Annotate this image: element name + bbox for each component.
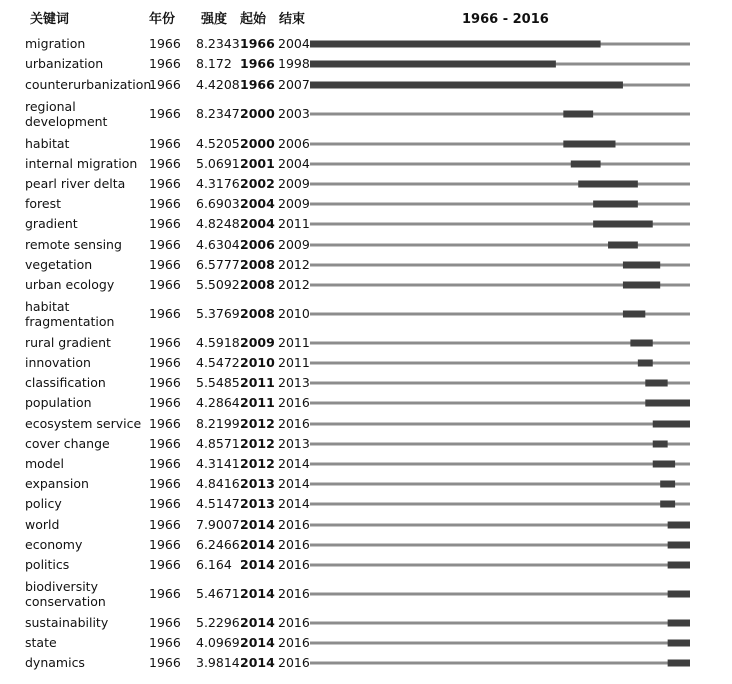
year-value: 1966: [149, 196, 181, 211]
end-value: 2016: [278, 615, 310, 630]
header-strength: 强度: [201, 12, 228, 27]
burst-bar: [310, 61, 556, 68]
burst-bar: [668, 542, 690, 549]
begin-value: 2013: [240, 496, 275, 511]
begin-value: 2013: [240, 476, 275, 491]
burst-bar: [563, 111, 593, 118]
header-begin: 起始: [240, 12, 267, 27]
burst-bar: [571, 161, 601, 168]
strength-value: 4.8248: [196, 216, 240, 231]
end-value: 2004: [278, 36, 310, 51]
begin-value: 1966: [240, 77, 275, 92]
year-value: 1966: [149, 456, 181, 471]
year-value: 1966: [149, 416, 181, 431]
keyword-label: urbanization: [25, 56, 104, 71]
end-value: 2016: [278, 586, 310, 601]
begin-value: 2012: [240, 416, 275, 431]
strength-value: 5.3769: [196, 306, 240, 321]
strength-value: 8.2343: [196, 36, 240, 51]
keyword-label: habitat fragmentation: [25, 299, 115, 329]
begin-value: 2014: [240, 557, 275, 572]
begin-value: 2011: [240, 395, 275, 410]
chart-title: 1966 - 2016: [462, 12, 549, 27]
begin-value: 2014: [240, 655, 275, 670]
strength-value: 6.164: [196, 557, 232, 572]
year-value: 1966: [149, 586, 181, 601]
year-value: 1966: [149, 635, 181, 650]
burst-bar: [630, 340, 652, 347]
strength-value: 5.0691: [196, 156, 240, 171]
strength-value: 6.5777: [196, 257, 240, 272]
keyword-label: forest: [25, 196, 62, 211]
begin-value: 2008: [240, 257, 275, 272]
keyword-label: gradient: [25, 216, 78, 231]
burst-bar: [653, 441, 668, 448]
year-value: 1966: [149, 335, 181, 350]
keyword-label: state: [25, 635, 57, 650]
strength-value: 5.5485: [196, 375, 240, 390]
year-value: 1966: [149, 257, 181, 272]
end-value: 1998: [278, 56, 310, 71]
end-value: 2009: [278, 176, 310, 191]
keyword-label: migration: [25, 36, 86, 51]
header-keyword: 关键词: [30, 12, 70, 27]
end-value: 2009: [278, 237, 310, 252]
burst-bar: [623, 311, 645, 318]
strength-value: 3.9814: [196, 655, 240, 670]
year-value: 1966: [149, 395, 181, 410]
burst-bar: [660, 501, 675, 508]
end-value: 2003: [278, 106, 310, 121]
year-value: 1966: [149, 375, 181, 390]
end-value: 2006: [278, 136, 310, 151]
strength-value: 4.0969: [196, 635, 240, 650]
burst-bar: [310, 41, 601, 48]
strength-value: 4.8416: [196, 476, 240, 491]
begin-value: 2014: [240, 586, 275, 601]
strength-value: 4.6304: [196, 237, 240, 252]
year-value: 1966: [149, 237, 181, 252]
end-value: 2014: [278, 456, 310, 471]
keyword-label: economy: [25, 537, 83, 552]
begin-value: 2012: [240, 456, 275, 471]
keyword-label: model: [25, 456, 64, 471]
burst-bar: [668, 660, 690, 667]
end-value: 2016: [278, 537, 310, 552]
burst-bar: [668, 591, 690, 598]
begin-value: 2000: [240, 136, 275, 151]
year-value: 1966: [149, 156, 181, 171]
keyword-label: innovation: [25, 355, 91, 370]
strength-value: 4.5205: [196, 136, 240, 151]
begin-value: 2014: [240, 635, 275, 650]
end-value: 2016: [278, 517, 310, 532]
burst-bar: [668, 620, 690, 627]
end-value: 2016: [278, 416, 310, 431]
year-value: 1966: [149, 277, 181, 292]
strength-value: 4.2864: [196, 395, 240, 410]
year-value: 1966: [149, 537, 181, 552]
burst-bar: [593, 201, 638, 208]
year-value: 1966: [149, 655, 181, 670]
burst-bar: [638, 360, 653, 367]
strength-value: 8.172: [196, 56, 232, 71]
strength-value: 4.5918: [196, 335, 240, 350]
strength-value: 4.5472: [196, 355, 240, 370]
end-value: 2007: [278, 77, 310, 92]
begin-value: 2001: [240, 156, 275, 171]
end-value: 2004: [278, 156, 310, 171]
strength-value: 4.4208: [196, 77, 240, 92]
year-value: 1966: [149, 476, 181, 491]
keyword-label: counterurbanization: [25, 77, 152, 92]
begin-value: 2002: [240, 176, 275, 191]
begin-value: 2008: [240, 306, 275, 321]
year-value: 1966: [149, 56, 181, 71]
burst-bar: [623, 262, 660, 269]
strength-value: 8.2199: [196, 416, 240, 431]
begin-value: 2014: [240, 517, 275, 532]
year-value: 1966: [149, 517, 181, 532]
begin-value: 2004: [240, 216, 275, 231]
strength-value: 7.9007: [196, 517, 240, 532]
begin-value: 2010: [240, 355, 275, 370]
end-value: 2010: [278, 306, 310, 321]
end-value: 2011: [278, 335, 310, 350]
burst-bar: [645, 380, 667, 387]
burst-bar: [645, 400, 690, 407]
year-value: 1966: [149, 216, 181, 231]
header-end: 结束: [279, 12, 306, 27]
burst-bar: [653, 461, 675, 468]
end-value: 2013: [278, 375, 310, 390]
keyword-label: internal migration: [25, 156, 138, 171]
strength-value: 4.3176: [196, 176, 240, 191]
burst-bar: [668, 522, 690, 529]
year-value: 1966: [149, 557, 181, 572]
burst-bar: [310, 82, 623, 89]
year-value: 1966: [149, 36, 181, 51]
keyword-label: vegetation: [25, 257, 93, 272]
strength-value: 5.2296: [196, 615, 240, 630]
end-value: 2013: [278, 436, 310, 451]
year-value: 1966: [149, 355, 181, 370]
begin-value: 2009: [240, 335, 275, 350]
end-value: 2009: [278, 196, 310, 211]
keyword-label: politics: [25, 557, 70, 572]
begin-value: 2000: [240, 106, 275, 121]
keyword-label: expansion: [25, 476, 89, 491]
keyword-label: policy: [25, 496, 62, 511]
strength-value: 6.6903: [196, 196, 240, 211]
begin-value: 1966: [240, 36, 275, 51]
begin-value: 2008: [240, 277, 275, 292]
end-value: 2011: [278, 216, 310, 231]
strength-value: 4.5147: [196, 496, 240, 511]
keyword-label: urban ecology: [25, 277, 115, 292]
begin-value: 2012: [240, 436, 275, 451]
burst-bar: [668, 562, 690, 569]
end-value: 2016: [278, 395, 310, 410]
year-value: 1966: [149, 176, 181, 191]
burst-bar: [593, 221, 653, 228]
burst-bar: [653, 421, 690, 428]
end-value: 2011: [278, 355, 310, 370]
keyword-label: world: [25, 517, 60, 532]
keyword-label: pearl river delta: [25, 176, 126, 191]
end-value: 2012: [278, 277, 310, 292]
keyword-label: sustainability: [25, 615, 109, 630]
keyword-label: cover change: [25, 436, 110, 451]
keyword-label: rural gradient: [25, 335, 111, 350]
year-value: 1966: [149, 496, 181, 511]
burst-bar: [668, 640, 690, 647]
year-value: 1966: [149, 615, 181, 630]
end-value: 2016: [278, 635, 310, 650]
strength-value: 8.2347: [196, 106, 240, 121]
strength-value: 4.3141: [196, 456, 240, 471]
burst-bar: [660, 481, 675, 488]
year-value: 1966: [149, 77, 181, 92]
end-value: 2012: [278, 257, 310, 272]
keyword-label: classification: [25, 375, 106, 390]
burst-bar: [578, 181, 638, 188]
end-value: 2016: [278, 557, 310, 572]
year-value: 1966: [149, 436, 181, 451]
year-value: 1966: [149, 136, 181, 151]
begin-value: 2006: [240, 237, 275, 252]
begin-value: 2014: [240, 537, 275, 552]
end-value: 2014: [278, 476, 310, 491]
burst-bar: [608, 242, 638, 249]
begin-value: 2011: [240, 375, 275, 390]
strength-value: 5.5092: [196, 277, 240, 292]
keyword-label: biodiversity conservation: [25, 579, 106, 609]
keyword-label: habitat: [25, 136, 70, 151]
keyword-label: dynamics: [25, 655, 85, 670]
keyword-label: remote sensing: [25, 237, 122, 252]
year-value: 1966: [149, 106, 181, 121]
burst-bar: [563, 141, 615, 148]
burst-bar: [623, 282, 660, 289]
header-year: 年份: [149, 12, 176, 27]
begin-value: 2014: [240, 615, 275, 630]
strength-value: 4.8571: [196, 436, 240, 451]
keyword-label: regional development: [25, 99, 108, 129]
strength-value: 6.2466: [196, 537, 240, 552]
keyword-label: ecosystem service: [25, 416, 142, 431]
end-value: 2014: [278, 496, 310, 511]
strength-value: 5.4671: [196, 586, 240, 601]
begin-value: 2004: [240, 196, 275, 211]
keyword-label: population: [25, 395, 92, 410]
begin-value: 1966: [240, 56, 275, 71]
year-value: 1966: [149, 306, 181, 321]
end-value: 2016: [278, 655, 310, 670]
